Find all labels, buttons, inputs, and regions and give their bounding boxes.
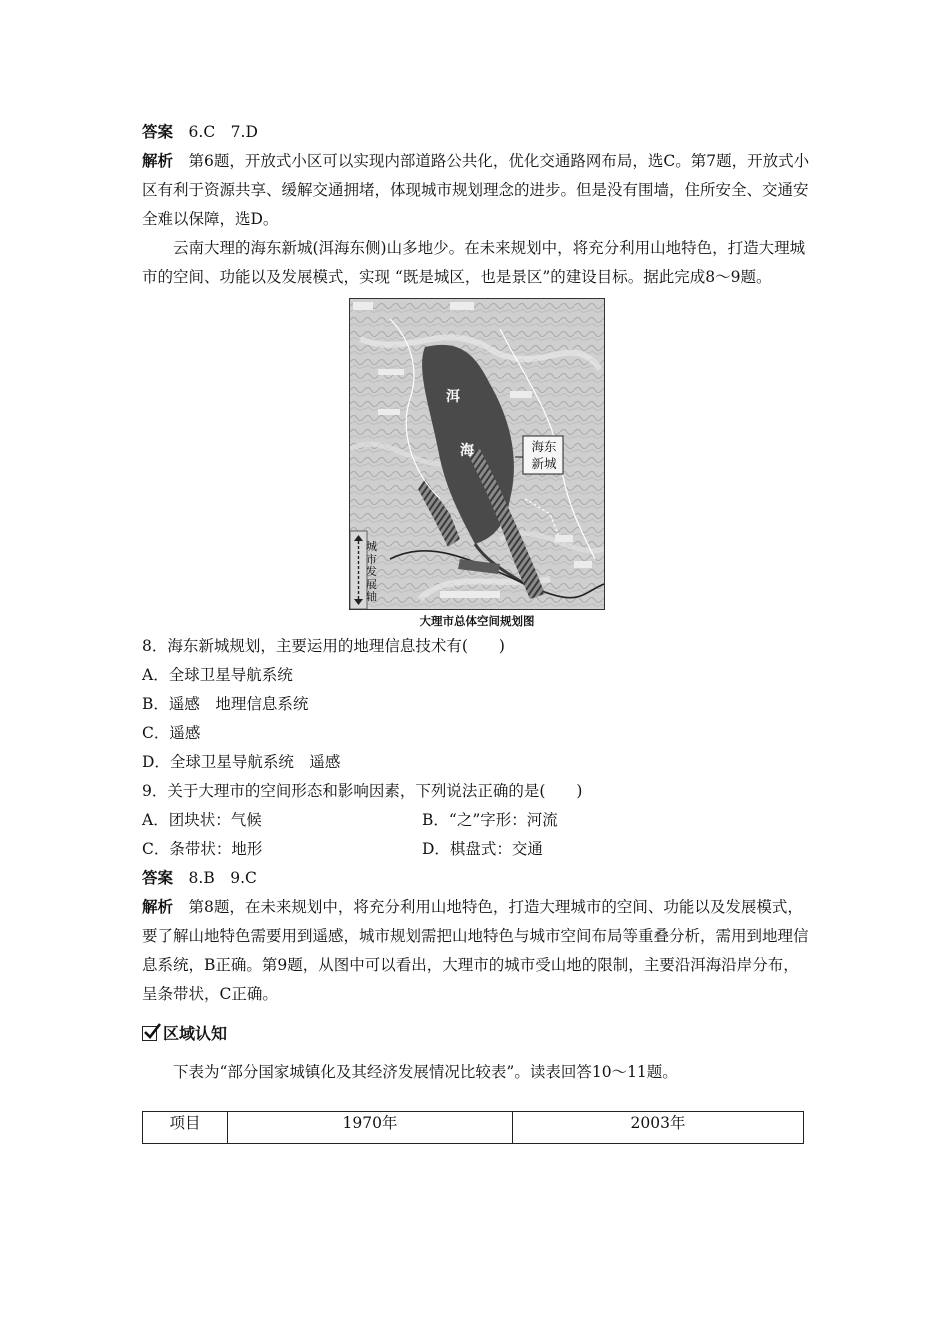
check-icon <box>142 1026 157 1041</box>
table-header-cell: 项目 <box>143 1112 228 1144</box>
figure <box>142 298 812 630</box>
axis-label: 城市发展轴 <box>366 540 377 603</box>
intro-paragraph: 云南大理的海东新城(洱海东侧)山多地少。在未来规划中，将充分利用山地特色，打造大理城市的空间、功能以及发展模式，实现 “既是城区，也是景区”的建设目标。据此完成8～9题。 <box>142 239 806 286</box>
figure-caption: 大理市总体空间规划图 <box>419 614 535 628</box>
q8-stem: 8．海东新城规划，主要运用的地理信息技术有( ) <box>142 637 505 655</box>
q8-option-d: D．全球卫星导航系统 遥感 <box>142 753 341 771</box>
answer-6-7: 答案 6.C 7.D <box>142 123 258 141</box>
comparison-table <box>142 1111 804 1144</box>
lake-label-2: 海 <box>460 443 474 459</box>
q9-option-d: D．棋盘式：交通 <box>422 840 543 858</box>
new-city-label: 海东 新城 <box>531 439 557 471</box>
q9-option-b: B．“之”字形：河流 <box>422 811 558 829</box>
q9-options-row-1 <box>142 806 812 835</box>
section-title: 区域认知 <box>163 1024 228 1043</box>
map-graphic <box>350 299 604 609</box>
table-intro: 下表为“部分国家城镇化及其经济发展情况比较表”。读表回答10～11题。 <box>173 1063 678 1081</box>
q9-option-c: C．条带状：地形 <box>142 840 263 858</box>
answer-8-9: 答案 8.B 9.C <box>142 869 257 887</box>
q8-option-a: A．全球卫星导航系统 <box>142 666 293 684</box>
q9-stem: 9．关于大理市的空间形态和影响因素，下列说法正确的是( ) <box>142 782 583 800</box>
document-page <box>142 118 812 1144</box>
lake-label-1: 洱 <box>446 389 460 405</box>
analysis-8-9: 解析 第8题，在未来规划中，将充分利用山地特色，打造大理城市的空间、功能以及发展模式，要了解山地特色需要用到遥感，城市规划需把山地特色与城市空间布局等重叠分析，需用到地理信息系统，B正确。第9题，从图中可以看出，大理市的城市受山地的限制，主要沿洱海沿岸分布，呈条带状，C正确。 <box>142 898 809 1003</box>
dali-planning-map <box>349 298 605 610</box>
analysis-6-7: 解析 第6题，开放式小区可以实现内部道路公共化，优化交通路网布局，选C。第7题，开放式小区有利于资源共享、缓解交通拥堵，体现城市规划理念的进步。但是没有围墙，住所安全、交通安全难以保障，选D。 <box>142 152 810 228</box>
q9-option-a: A．团块状：气候 <box>142 811 262 829</box>
table-header-cell: 1970年 <box>228 1112 513 1144</box>
q8-option-c: C．遥感 <box>142 724 201 742</box>
q9-options-row-2 <box>142 835 812 864</box>
table-header-cell: 2003年 <box>513 1112 804 1144</box>
section-header <box>142 1019 812 1048</box>
table-header-row <box>143 1112 804 1144</box>
q8-option-b: B．遥感 地理信息系统 <box>142 695 309 713</box>
